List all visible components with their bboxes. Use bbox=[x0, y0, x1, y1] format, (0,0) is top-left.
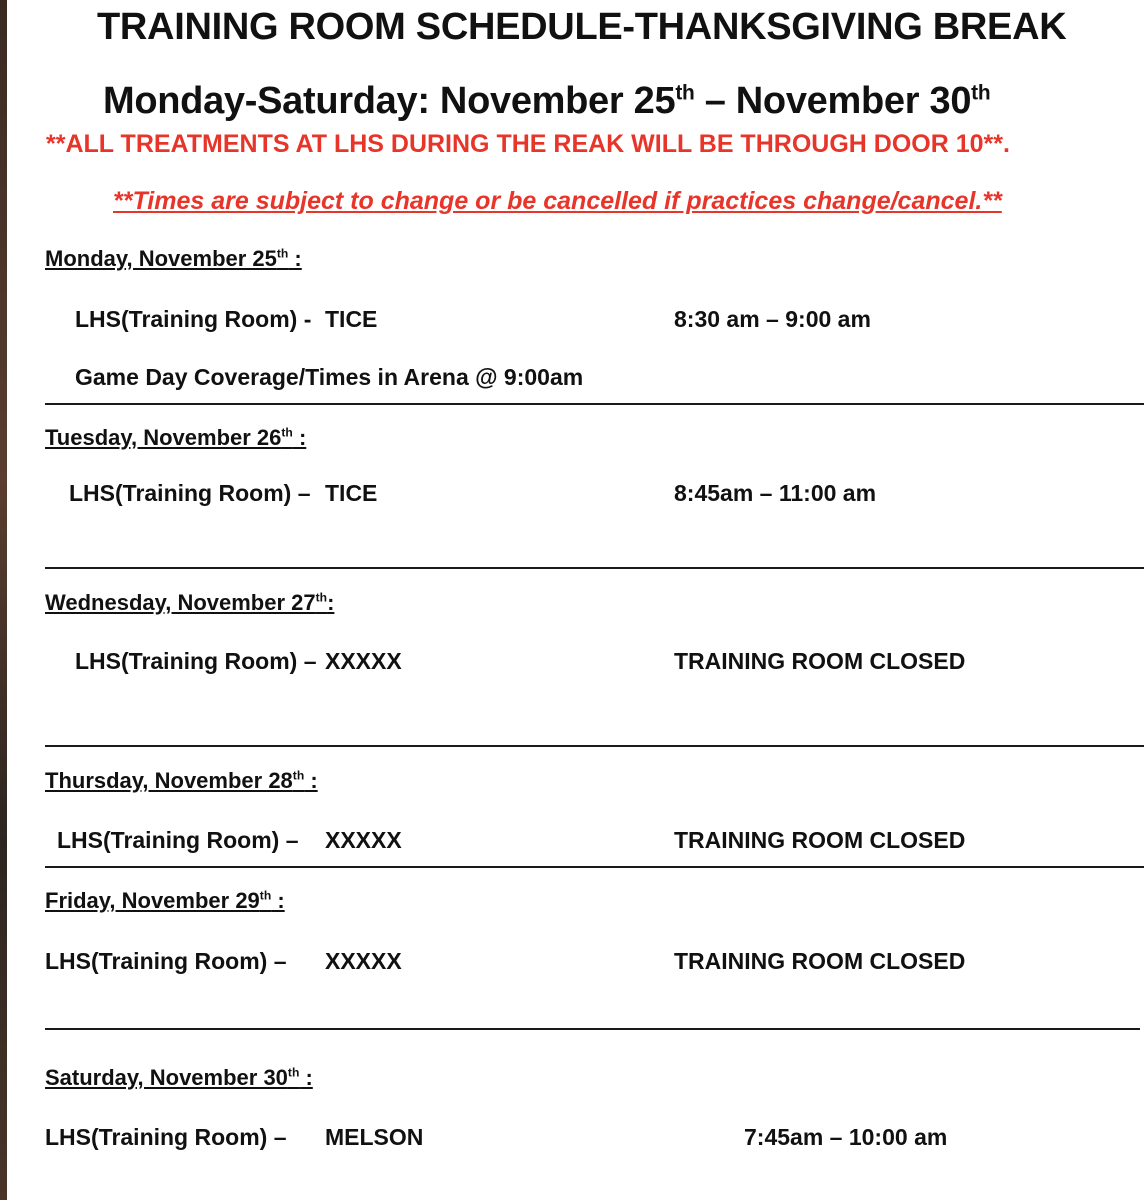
day-tail: : bbox=[327, 590, 335, 615]
location-saturday: LHS(Training Room) – bbox=[45, 1124, 287, 1150]
location-thursday: LHS(Training Room) – bbox=[57, 827, 299, 853]
day-label: Tuesday, November 26 bbox=[45, 425, 282, 450]
day-label: Saturday, November 30 bbox=[45, 1065, 288, 1090]
day-heading-monday bbox=[45, 246, 302, 272]
day-heading-wednesday bbox=[45, 590, 334, 616]
time-monday: 8:30 am – 9:00 am bbox=[674, 306, 871, 332]
location-tuesday: LHS(Training Room) – bbox=[69, 480, 311, 506]
day-heading-tuesday bbox=[45, 425, 306, 451]
day-label: Monday, November 25 bbox=[45, 246, 277, 271]
time-saturday: 7:45am – 10:00 am bbox=[744, 1124, 948, 1150]
day-suffix: th bbox=[281, 425, 293, 440]
schedule-document bbox=[7, 0, 1144, 1200]
note-monday: Game Day Coverage/Times in Arena @ 9:00am bbox=[75, 364, 584, 390]
status-thursday: TRAINING ROOM CLOSED bbox=[674, 827, 966, 853]
day-tail: : bbox=[299, 1065, 313, 1090]
date-range-end-suffix: th bbox=[971, 81, 991, 105]
day-tail: : bbox=[288, 246, 302, 271]
day-tail: : bbox=[304, 768, 318, 793]
day-label: Thursday, November 28 bbox=[45, 768, 293, 793]
day-heading-friday bbox=[45, 888, 285, 914]
day-label: Friday, November 29 bbox=[45, 888, 260, 913]
date-range-start: Monday-Saturday: November 25 bbox=[103, 80, 676, 122]
divider bbox=[45, 567, 1144, 569]
background-edge bbox=[0, 0, 7, 1200]
staff-friday: XXXXX bbox=[325, 948, 402, 974]
divider bbox=[45, 403, 1144, 405]
status-friday: TRAINING ROOM CLOSED bbox=[674, 948, 966, 974]
day-suffix: th bbox=[276, 246, 289, 261]
day-heading-saturday bbox=[45, 1065, 313, 1091]
location-friday: LHS(Training Room) – bbox=[45, 948, 287, 974]
staff-saturday: MELSON bbox=[325, 1124, 424, 1150]
door-notice: **ALL TREATMENTS AT LHS DURING THE REAK WILL BE THROUGH DOOR 10**. bbox=[46, 130, 1010, 158]
date-range-end: – November 30 bbox=[694, 80, 972, 122]
day-suffix: th bbox=[292, 768, 305, 783]
day-suffix: th bbox=[287, 1065, 300, 1080]
day-suffix: th bbox=[315, 590, 328, 605]
page-title: TRAINING ROOM SCHEDULE-THANKSGIVING BREAK bbox=[97, 6, 1067, 48]
status-wednesday: TRAINING ROOM CLOSED bbox=[674, 648, 966, 674]
location-wednesday: LHS(Training Room) – bbox=[75, 648, 317, 674]
staff-monday: TICE bbox=[325, 306, 378, 332]
staff-tuesday: TICE bbox=[325, 480, 378, 506]
day-suffix: th bbox=[259, 888, 272, 903]
location-monday: LHS(Training Room) - bbox=[75, 306, 312, 332]
date-range bbox=[103, 80, 990, 123]
divider bbox=[45, 745, 1144, 747]
day-heading-thursday bbox=[45, 768, 318, 794]
date-range-start-suffix: th bbox=[675, 81, 695, 105]
day-tail: : bbox=[271, 888, 285, 913]
schedule-change-notice: **Times are subject to change or be cancelled if practices change/cancel.** bbox=[113, 187, 1002, 215]
time-tuesday: 8:45am – 11:00 am bbox=[674, 480, 877, 506]
staff-thursday: XXXXX bbox=[325, 827, 402, 853]
day-label: Wednesday, November 27 bbox=[45, 590, 316, 615]
day-tail: : bbox=[292, 425, 307, 450]
staff-wednesday: XXXXX bbox=[325, 648, 402, 674]
divider bbox=[45, 1028, 1140, 1030]
divider bbox=[45, 866, 1144, 868]
